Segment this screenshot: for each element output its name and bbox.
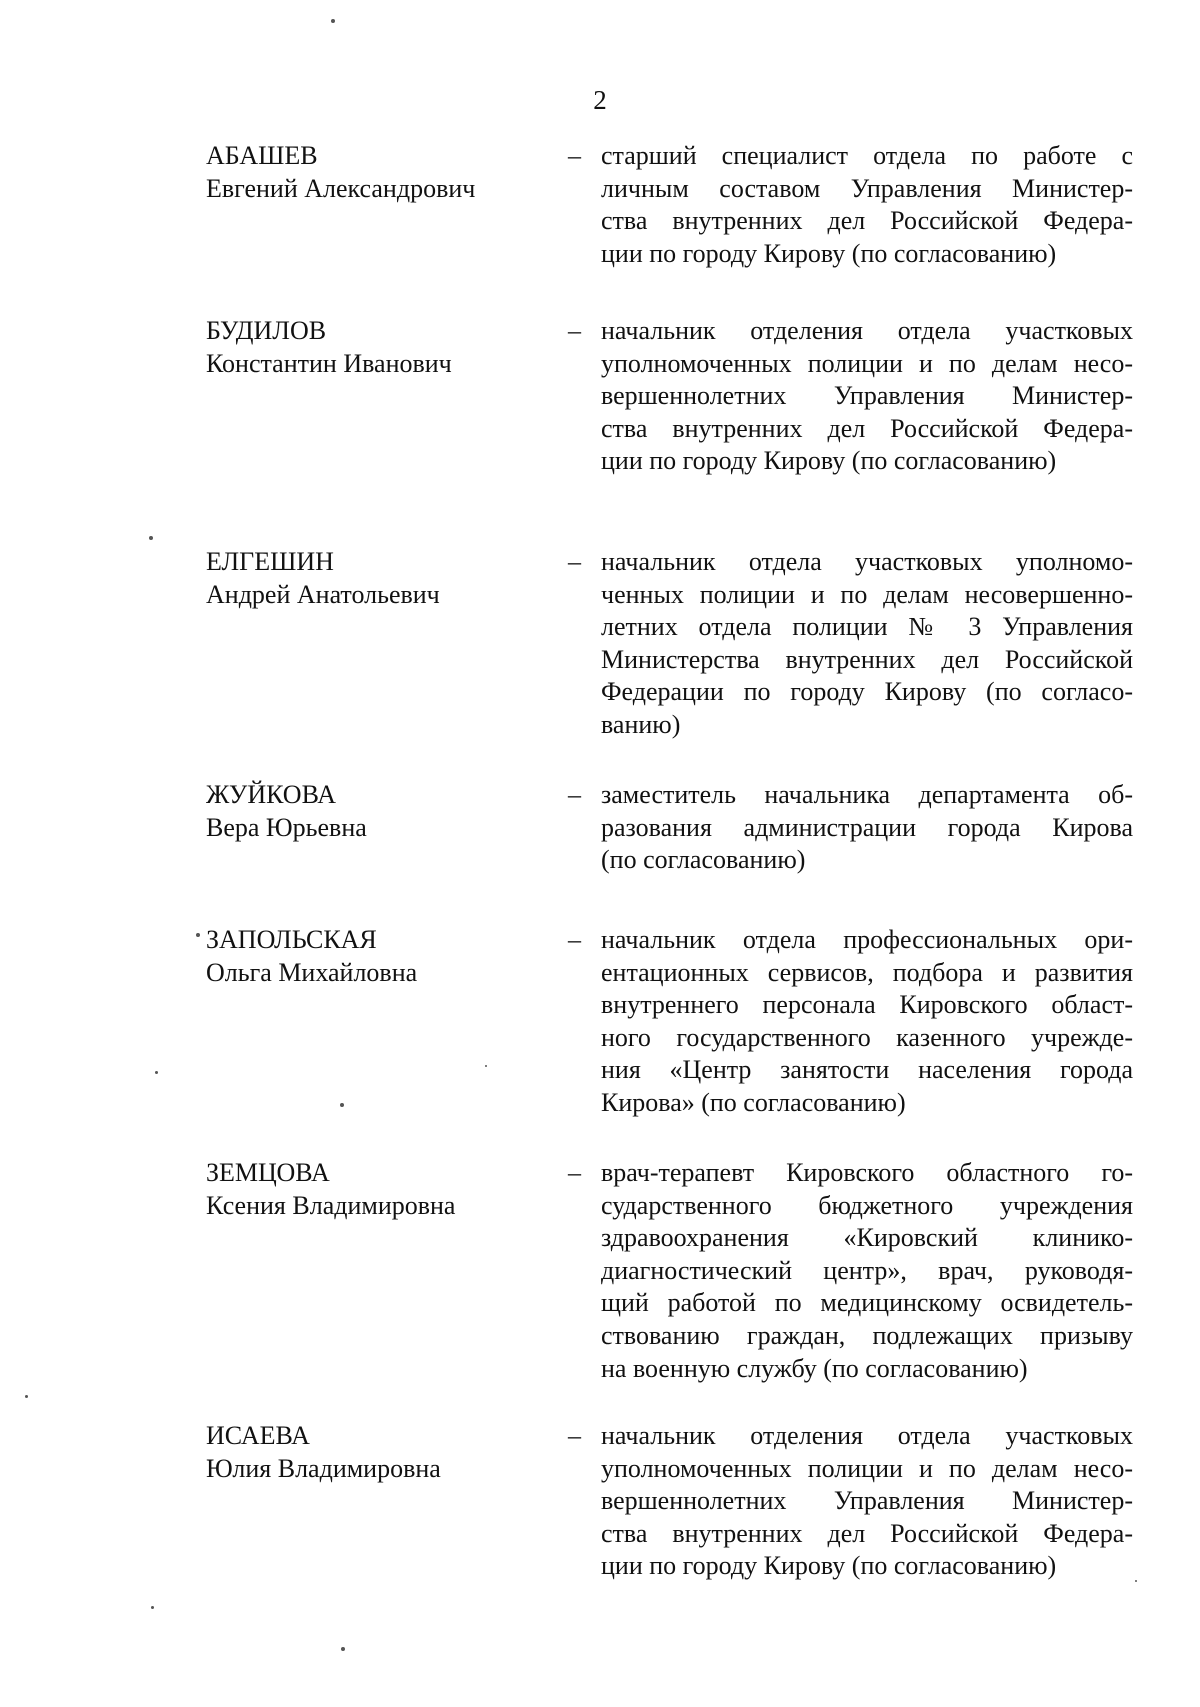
- role-line: ства внутренних дел Российской Федера-: [601, 413, 1133, 443]
- role-line: ства внутренних дел Российской Федера-: [601, 1518, 1133, 1548]
- role-line: начальник отделения отдела участковых: [601, 1421, 1133, 1450]
- scan-speck: [331, 19, 335, 23]
- dash-separator: –: [568, 1421, 581, 1450]
- member-name: [206, 924, 536, 989]
- scan-speck: [340, 1103, 344, 1107]
- member-surname: ЗЕМЦОВА: [206, 1158, 330, 1187]
- role-line: старший специалист отдела по работе с: [601, 141, 1133, 170]
- scan-speck: [155, 1071, 158, 1074]
- member-given-names: Константин Иванович: [206, 348, 452, 378]
- member-role: [601, 1157, 1133, 1385]
- dash-separator: –: [568, 925, 581, 954]
- role-line: начальник отдела профессиональных ори-: [601, 925, 1133, 954]
- role-line: ного государственного казенного учрежде-: [601, 1022, 1133, 1052]
- role-line: ствованию граждан, подлежащих призыву: [601, 1320, 1133, 1350]
- member-role: [601, 924, 1133, 1120]
- member-surname: АБАШЕВ: [206, 141, 318, 170]
- role-line: личным составом Управления Министер-: [601, 173, 1133, 203]
- member-surname: БУДИЛОВ: [206, 316, 327, 345]
- role-line: ции по городу Кирову (по согласованию): [601, 446, 1057, 476]
- member-name: [206, 779, 536, 844]
- scan-speck: [341, 1647, 345, 1651]
- member-name: [206, 1157, 536, 1222]
- role-line: вершеннолетних Управления Министер-: [601, 1486, 1133, 1516]
- role-line: щий работой по медицинскому освидетель-: [601, 1288, 1133, 1318]
- role-line: ции по городу Кирову (по согласованию): [601, 1551, 1057, 1581]
- member-surname: ЕЛГЕШИН: [206, 547, 334, 576]
- role-line: внутреннего персонала Кировского област-: [601, 990, 1133, 1020]
- role-line: (по согласованию): [601, 845, 806, 875]
- member-name: [206, 1420, 536, 1485]
- member-given-names: Ксения Владимировна: [206, 1190, 456, 1220]
- role-line: ства внутренних дел Российской Федера-: [601, 206, 1133, 236]
- role-line: Кирова» (по согласованию): [601, 1087, 906, 1117]
- member-role: [601, 140, 1133, 270]
- dash-separator: –: [568, 547, 581, 576]
- scan-speck: [149, 536, 153, 540]
- scan-speck: [485, 1065, 487, 1067]
- member-name: [206, 315, 536, 380]
- member-role: [601, 779, 1133, 877]
- role-line: здравоохранения «Кировский клинико-: [601, 1223, 1133, 1253]
- role-line: начальник отдела участковых уполномо-: [601, 547, 1133, 576]
- role-line: начальник отделения отдела участковых: [601, 316, 1133, 345]
- member-surname: ЖУЙКОВА: [206, 780, 337, 809]
- scan-speck: [1135, 1580, 1137, 1582]
- scan-speck: [25, 1395, 28, 1398]
- role-line: врач-терапевт Кировского областного го-: [601, 1158, 1133, 1187]
- scan-speck: [151, 1606, 154, 1609]
- role-line: заместитель начальника департамента об-: [601, 780, 1133, 809]
- member-role: [601, 546, 1133, 742]
- dash-separator: –: [568, 141, 581, 170]
- member-name: [206, 546, 536, 611]
- role-line: ченных полиции и по делам несовершенно-: [601, 579, 1133, 609]
- role-line: на военную службу (по согласованию): [601, 1353, 1028, 1383]
- dash-separator: –: [568, 780, 581, 809]
- member-surname: ЗАПОЛЬСКАЯ: [206, 925, 377, 954]
- role-line: Федерации по городу Кирову (по согласо-: [601, 677, 1133, 707]
- member-given-names: Вера Юрьевна: [206, 812, 367, 842]
- member-given-names: Ольга Михайловна: [206, 957, 418, 987]
- member-given-names: Юлия Владимировна: [206, 1453, 441, 1483]
- page-number: 2: [593, 85, 607, 115]
- member-surname: ИСАЕВА: [206, 1421, 310, 1450]
- role-line: вершеннолетних Управления Министер-: [601, 381, 1133, 411]
- dash-separator: –: [568, 316, 581, 345]
- member-given-names: Евгений Александрович: [206, 173, 476, 203]
- member-role: [601, 315, 1133, 478]
- role-line: ции по городу Кирову (по согласованию): [601, 238, 1057, 268]
- member-role: [601, 1420, 1133, 1583]
- role-line: ванию): [601, 709, 681, 739]
- role-line: ния «Центр занятости населения города: [601, 1055, 1133, 1085]
- role-line: летних отдела полиции № 3 Управления: [601, 612, 1133, 642]
- dash-separator: –: [568, 1158, 581, 1187]
- role-line: сударственного бюджетного учреждения: [601, 1190, 1133, 1220]
- role-line: диагностический центр», врач, руководя-: [601, 1255, 1133, 1285]
- role-line: разования администрации города Кирова: [601, 812, 1133, 842]
- member-given-names: Андрей Анатольевич: [206, 579, 440, 609]
- member-name: [206, 140, 536, 205]
- role-line: ентационных сервисов, подбора и развития: [601, 957, 1133, 987]
- role-line: Министерства внутренних дел Российской: [601, 644, 1133, 674]
- role-line: уполномоченных полиции и по делам несо-: [601, 1453, 1133, 1483]
- scan-speck: [196, 933, 200, 937]
- role-line: уполномоченных полиции и по делам несо-: [601, 348, 1133, 378]
